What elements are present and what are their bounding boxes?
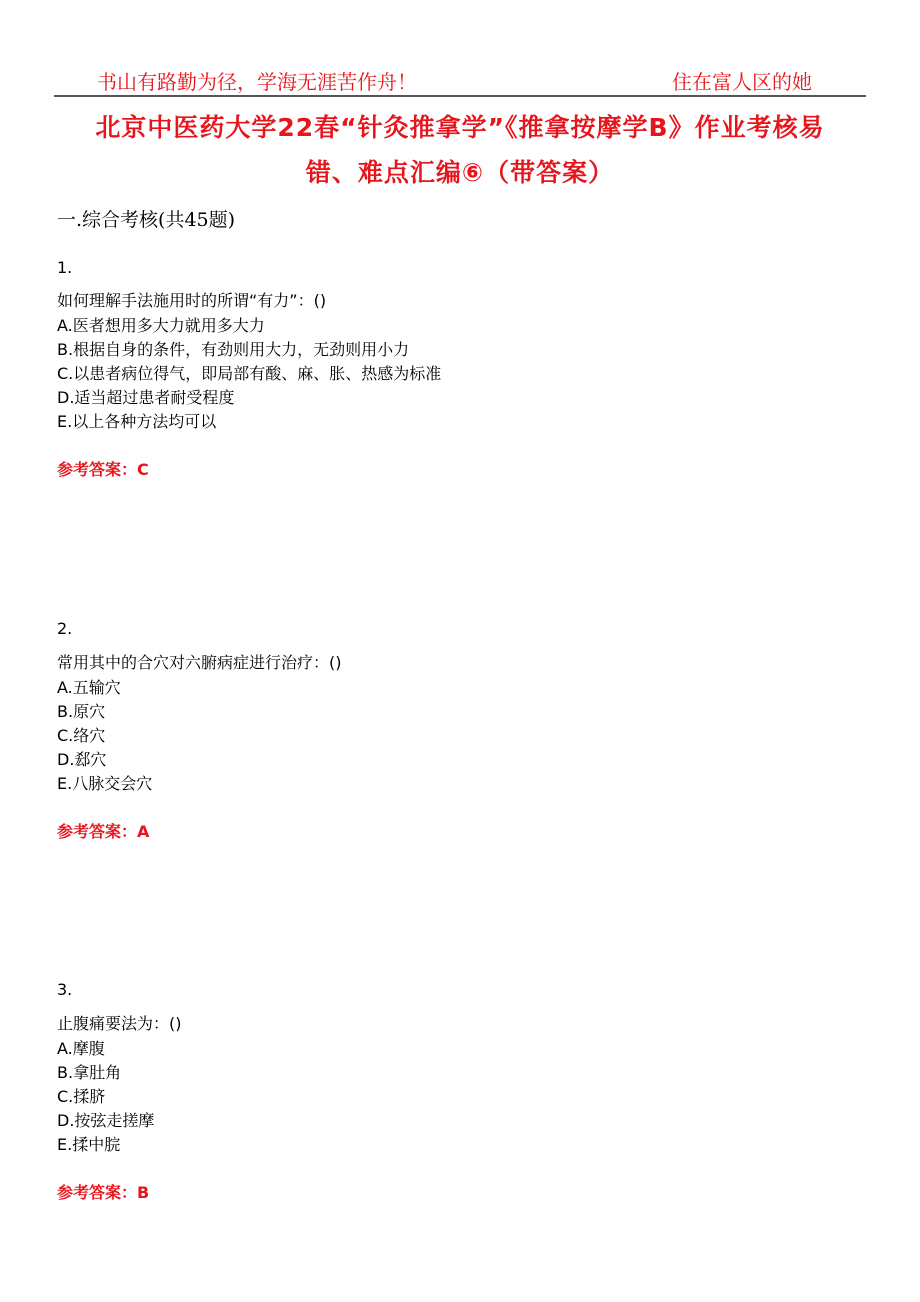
answer: 参考答案：C [57, 460, 149, 479]
question-number: 1. [57, 258, 73, 277]
option: E.以上各种方法均可以 [57, 412, 217, 431]
document-title-line1: 北京中医药大学22春“针灸推拿学”《推拿按摩学B》作业考核易 [95, 113, 825, 142]
option: D.适当超过患者耐受程度 [57, 388, 235, 407]
option: A.医者想用多大力就用多大力 [57, 316, 265, 335]
section-heading: 一.综合考核(共45题) [57, 209, 236, 231]
option: D.按弦走搓摩 [57, 1111, 155, 1130]
option: E.揉中脘 [57, 1135, 121, 1154]
option: B.根据自身的条件，有劲则用大力，无劲则用小力 [57, 340, 410, 359]
answer: 参考答案：B [57, 1183, 150, 1202]
header-author: 住在富人区的她 [672, 70, 812, 94]
option: C.以患者病位得气，即局部有酸、麻、胀、热感为标准 [57, 364, 442, 383]
question-text: 常用其中的合穴对六腑病症进行治疗：() [57, 653, 342, 672]
option: A.摩腹 [57, 1039, 105, 1058]
document-title-line2: 错、难点汇编⑥（带答案） [305, 158, 615, 187]
option: C.络穴 [57, 726, 106, 745]
option: B.拿肚角 [57, 1063, 122, 1082]
question-text: 如何理解手法施用时的所谓“有力”：() [57, 291, 327, 310]
answer: 参考答案：A [57, 822, 150, 841]
option: C.揉脐 [57, 1087, 106, 1106]
option: A.五输穴 [57, 678, 121, 697]
question-number: 2. [57, 619, 73, 638]
question-number: 3. [57, 980, 73, 999]
question-text: 止腹痛要法为：() [57, 1014, 182, 1033]
header-motto: 书山有路勤为径，学海无涯苦作舟！ [97, 70, 417, 94]
option: B.原穴 [57, 702, 106, 721]
option: D.郄穴 [57, 750, 107, 769]
header-divider [54, 95, 866, 97]
option: E.八脉交会穴 [57, 774, 153, 793]
